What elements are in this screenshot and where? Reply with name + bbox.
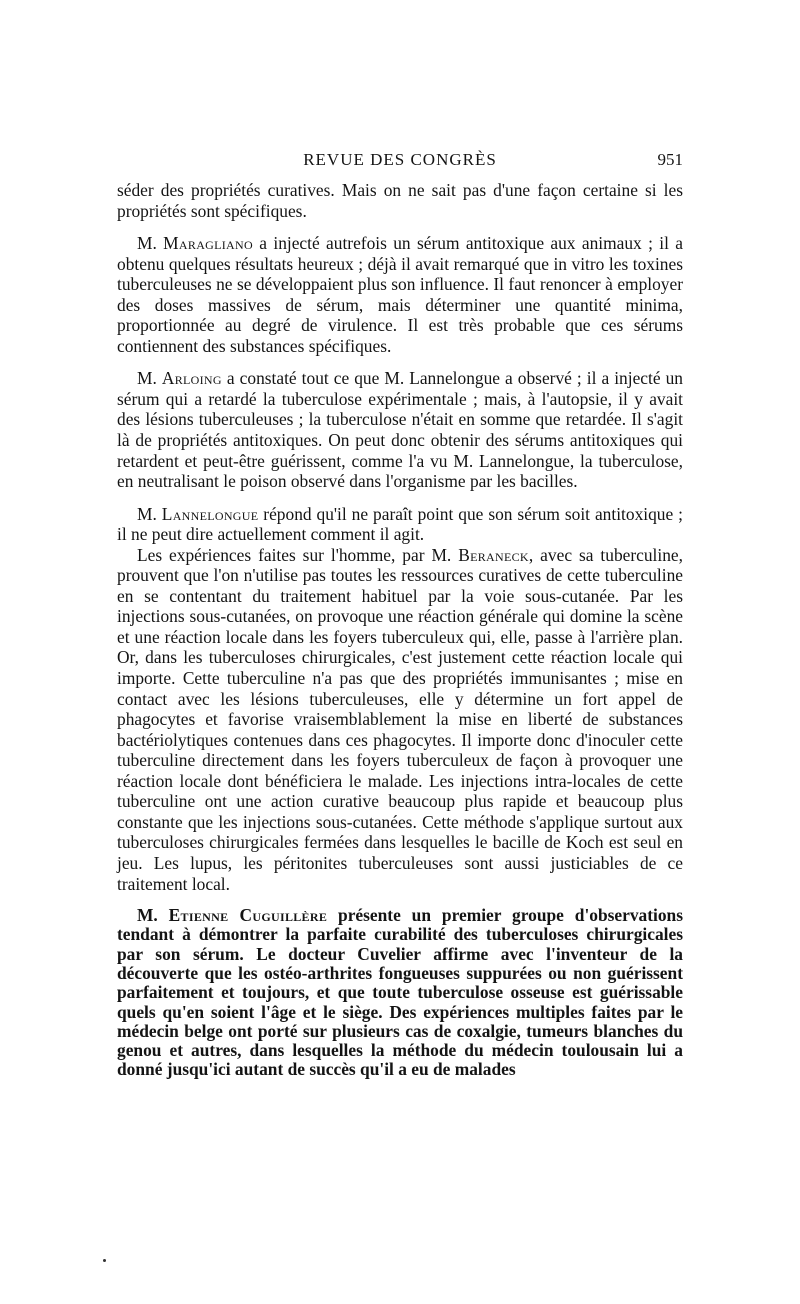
page-header bbox=[117, 150, 683, 174]
paragraph-lead: M. bbox=[137, 503, 162, 524]
speaker-name: Etienne Cuguillère bbox=[168, 905, 328, 926]
body-text bbox=[117, 180, 683, 1092]
paragraph-text: , avec sa tuberculine, prouvent que l'on n'utilise pas toutes les ressources curatives de cette tuberculine en se contentant du traitement habituel par la voie sous-cutanée. Par les injections sous-cutanées, on provoque une réaction générale qui domine la scène et une réaction locale dans les foyers tuberculeux qui, elle, passe à l'arrière plan. Or, dans les tuberculoses chirurgicales, c'est justement cette réaction locale qui importe. Cette tuberculine n'a pas que des propriétés immunisantes ; mise en contact avec les lésions tuberculeuses, elle y détermine un fort appel de phagocytes et favorise vraisemblablement la mise en liberté de substances bactériolytiques contenues dans ces phagocytes. Il importe donc d'inoculer cette tuberculine directement dans les foyers tuberculeux de façon à provoquer une réaction locale dont bénéficiera le malade. Les injections intra-locales de cette tuberculine ont une action curative beaucoup plus rapide et beaucoup plus constante que les injections sous-cutanées. Cette méthode s'applique surtout aux tuberculoses chirurgicales fermées dans lesquelles le bacille de Koch est seul en jeu. Les lupus, les péritonites tuberculeuses sont aussi justiciables de ce traitement local. bbox=[117, 544, 683, 894]
print-speck bbox=[103, 1259, 106, 1262]
paragraph-text: a constaté tout ce que M. Lannelongue a observé ; il a injecté un sérum qui a retardé la tuberculose expérimentale ; mais, à l'autopsie, il y avait des lésions tuberculeuses ; la tuberculose n'était en somme que retardée. Il s'agit là de propriétés antitoxiques. On peut donc obtenir des sérums antitoxiques qui retardent et peut-être guérissent, comme l'a vu M. Lannelongue, la tuberculose, en neutralisant le poison observé dans l'organisme par les bacilles. bbox=[117, 368, 683, 492]
paragraph-continuation bbox=[117, 180, 683, 221]
paragraph-text: a injecté autrefois un sérum antitoxique aux animaux ; il a obtenu quelques résultats heureux ; déjà il avait remarqué que in vitro les toxines tuberculeuses ne se développaient plus son influence. Il faut renoncer à employer des doses massives de sérum, mais déterminer une quantité minima, proportionnée au degré de virulence. Il est très probable que ces sérums contiennent des substances spécifiques. bbox=[117, 233, 683, 356]
paragraph-lead: M. bbox=[137, 905, 169, 926]
page-number: 951 bbox=[657, 150, 683, 169]
paragraph-text: présente un premier groupe d'observations tendant à démontrer la parfaite curabilité des tuberculoses chirurgicales par son sérum. Le docteur Cuvelier affirme avec l'inventeur de la découverte que les ostéo-arthrites fongueuses suppurées ou non guérissent parfaitement et toujours, et que toute tuberculose osseuse est guérissable quels qu'en soient l'âge et le siège. Des expériences multiples faites par le médecin belge ont porté sur plusieurs cas de coxalgie, tumeurs blanches du genou et autres, dans lesquelles la méthode du médecin toulousain lui a donné jusqu'ici autant de succès qu'il a eu de malades bbox=[117, 905, 683, 1080]
speaker-name: Lannelongue bbox=[161, 503, 259, 524]
paragraph-lead: M. bbox=[137, 368, 162, 389]
paragraph-beraneck bbox=[117, 545, 683, 894]
running-title: REVUE DES CONGRÈS bbox=[303, 150, 497, 169]
paragraph-lannelongue bbox=[117, 504, 683, 545]
paragraph-lead: M. bbox=[137, 233, 164, 254]
speaker-name: Maragliano bbox=[163, 233, 253, 254]
paragraph-maragliano bbox=[117, 233, 683, 356]
paragraph-cuguillere bbox=[117, 906, 683, 1080]
speaker-name: Beraneck bbox=[458, 544, 529, 565]
paragraph-text: séder des propriétés curatives. Mais on ne sait pas d'une façon certaine si les propriétés sont spécifiques. bbox=[117, 180, 683, 221]
paragraph-text: répond qu'il ne paraît point que son sérum soit antitoxique ; il ne peut dire actuellement comment il agit. bbox=[117, 503, 683, 545]
paragraph-lead: Les expériences faites sur l'homme, par M. bbox=[137, 544, 459, 565]
paragraph-arloing bbox=[117, 368, 683, 491]
speaker-name: Arloing bbox=[161, 368, 222, 389]
